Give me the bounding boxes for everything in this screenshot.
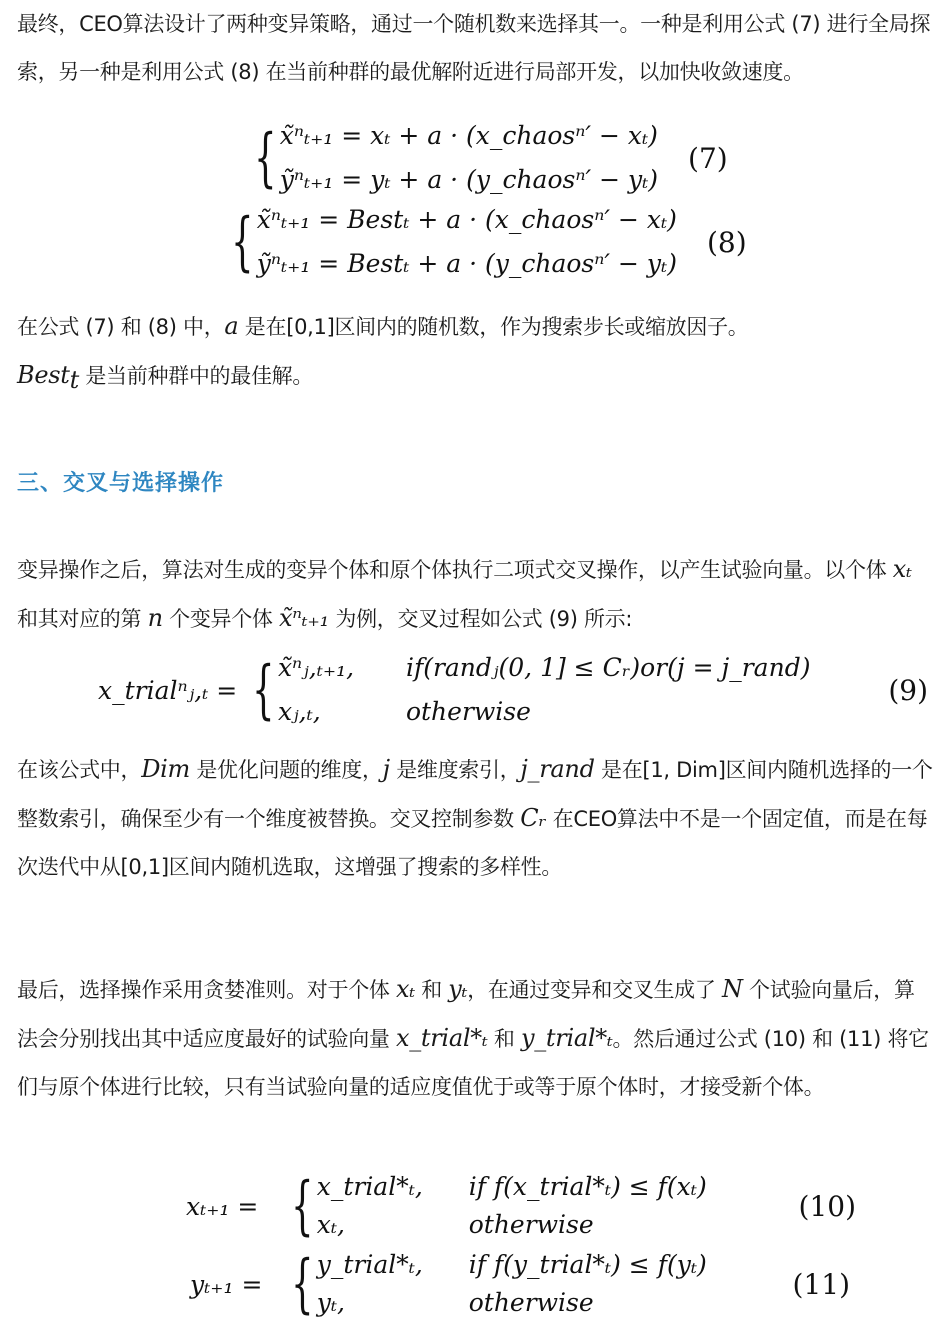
math-yt: yₜ — [448, 975, 468, 1003]
left-brace: { — [291, 1169, 314, 1243]
text: 和其对应的第 — [17, 607, 148, 631]
text: 是优化问题的维度， — [189, 758, 383, 782]
text: 个试验向量后，算法会分别找出其中适应度最好的试验向量 — [17, 978, 915, 1051]
math-jrand: j_rand — [520, 755, 595, 783]
text: 在该公式中， — [17, 758, 142, 782]
case-value: y_trial*ₜ, — [316, 1250, 423, 1279]
case-value: xₜ, — [316, 1210, 345, 1239]
text: 。然后通过公式 (10) 和 (11) 将它们与原个体进行比较，只有当试验向量的适应度值优于或等于原个体时，才接受新个体。 — [17, 1027, 929, 1099]
equation-7 — [245, 114, 728, 202]
case-condition: otherwise — [405, 697, 531, 726]
equation-10-case-1 — [317, 1168, 707, 1206]
left-brace: { — [231, 205, 254, 279]
text: 在CEO算法中不是一个固定值，而是在每次迭代中从[0,1]区间内随机选取，这增强了搜索的多样性。 — [17, 807, 928, 879]
case-condition: if f(x_trial*ₜ) ≤ f(xₜ) — [468, 1172, 707, 1201]
text: 个变异个体 — [162, 607, 280, 631]
equation-9-lhs: x_trialⁿⱼ,ₜ = — [98, 675, 238, 705]
text: 是在[0,1]区间内的随机数，作为搜索步长或缩放因子。 — [238, 315, 749, 339]
intro-paragraph: 最终，CEO算法设计了两种变异策略，通过一个随机数来选择其一。一种是利用公式 (7) 进行全局探索，另一种是利用公式 (8) 在当前种群的最优解附近进行局部开发，以加快收敛速度。 — [17, 12, 931, 84]
equation-10 — [186, 1168, 856, 1244]
equation-9-cases — [278, 646, 811, 734]
text: 是在[1, Dim]区间内随机选择的一个整数索引，确保至少有一个维度被替换。交叉控制参数 — [17, 758, 933, 831]
math-xt: xₜ — [395, 975, 415, 1003]
equation-7-cases — [280, 114, 658, 202]
math-dim: Dim — [141, 755, 190, 783]
case-value: x̃ⁿⱼ,ₜ₊₁, — [277, 653, 355, 682]
equation-number: (8) — [706, 225, 747, 259]
math-a: a — [224, 312, 239, 340]
equation-8 — [222, 198, 747, 286]
equation-number: (11) — [792, 1267, 850, 1301]
equation-10-lhs: xₜ₊₁ = — [186, 1191, 259, 1221]
math-xtrial: x_trial*ₜ — [395, 1024, 488, 1052]
equation-10-cases — [317, 1168, 707, 1244]
left-brace: { — [291, 1247, 314, 1321]
equation-number: (10) — [798, 1189, 856, 1223]
math-n: n — [147, 604, 163, 632]
equation-9 — [98, 646, 928, 734]
case-condition: if f(y_trial*ₜ) ≤ f(yₜ) — [468, 1250, 707, 1279]
text: 在公式 (7) 和 (8) 中， — [17, 315, 225, 339]
left-brace: { — [254, 121, 277, 195]
left-brace: { — [252, 653, 275, 727]
equation-8-cases — [257, 198, 677, 286]
math-xt: xₜ — [892, 555, 912, 583]
case-value: yₜ, — [316, 1288, 345, 1317]
crossover-paragraph — [17, 545, 935, 643]
equation-7-row-2: ỹⁿₜ₊₁ = yₜ + a · (y_chaosⁿ′ − yₜ) — [279, 165, 659, 194]
case-condition: if(randⱼ(0, 1] ≤ Cᵣ)or(j = j_rand) — [405, 653, 811, 682]
selection-paragraph — [17, 965, 935, 1111]
section-heading: 三、交叉与选择操作 — [17, 471, 225, 496]
text: ，在通过变异和交叉生成了 — [467, 978, 722, 1002]
math-xtilde: x̃ⁿₜ₊₁ — [279, 604, 329, 632]
math-j: j — [382, 755, 390, 783]
text: 最后，选择操作采用贪婪准则。对于个体 — [17, 978, 396, 1002]
math-best-sub: t — [69, 366, 79, 395]
math-n-capital: N — [721, 975, 743, 1003]
text: 和 — [414, 978, 449, 1002]
case-value: x_trial*ₜ, — [316, 1172, 423, 1201]
variables-paragraph — [17, 302, 935, 400]
equation-number: (9) — [888, 673, 928, 707]
equation-11-case-1 — [317, 1246, 707, 1284]
text: 变异操作之后，算法对生成的变异个体和原个体执行二项式交叉操作，以产生试验向量。以个体 — [17, 558, 893, 582]
text: 和 — [487, 1027, 521, 1051]
case-condition: otherwise — [468, 1288, 594, 1317]
math-best: Best — [17, 361, 70, 389]
equation-7-row-1: x̃ⁿₜ₊₁ = xₜ + a · (x_chaosⁿ′ − xₜ) — [279, 121, 658, 150]
equation-11-case-2 — [317, 1284, 707, 1322]
math-ytrial: y_trial*ₜ — [520, 1024, 613, 1052]
equation-10-case-2 — [317, 1206, 707, 1244]
text: 为例，交叉过程如公式 (9) 所示: — [329, 607, 633, 631]
text: 是当前种群中的最佳解。 — [78, 364, 314, 388]
equation-8-row-2: ỹⁿₜ₊₁ = Bestₜ + a · (y_chaosⁿ′ − yₜ) — [256, 249, 677, 278]
equation-11 — [190, 1246, 850, 1322]
equation-9-case-2 — [278, 690, 811, 734]
equation-8-row-1: x̃ⁿₜ₊₁ = Bestₜ + a · (x_chaosⁿ′ − xₜ) — [256, 205, 677, 234]
crossover-explanation-paragraph — [17, 745, 935, 891]
math-cr: Cᵣ — [520, 804, 547, 832]
equation-9-case-1 — [278, 646, 811, 690]
case-condition: otherwise — [468, 1210, 594, 1239]
case-value: xⱼ,ₜ, — [277, 697, 321, 726]
equation-11-lhs: yₜ₊₁ = — [190, 1269, 263, 1299]
equation-number: (7) — [688, 141, 728, 175]
text: 是维度索引， — [389, 758, 521, 782]
equation-11-cases — [317, 1246, 707, 1322]
